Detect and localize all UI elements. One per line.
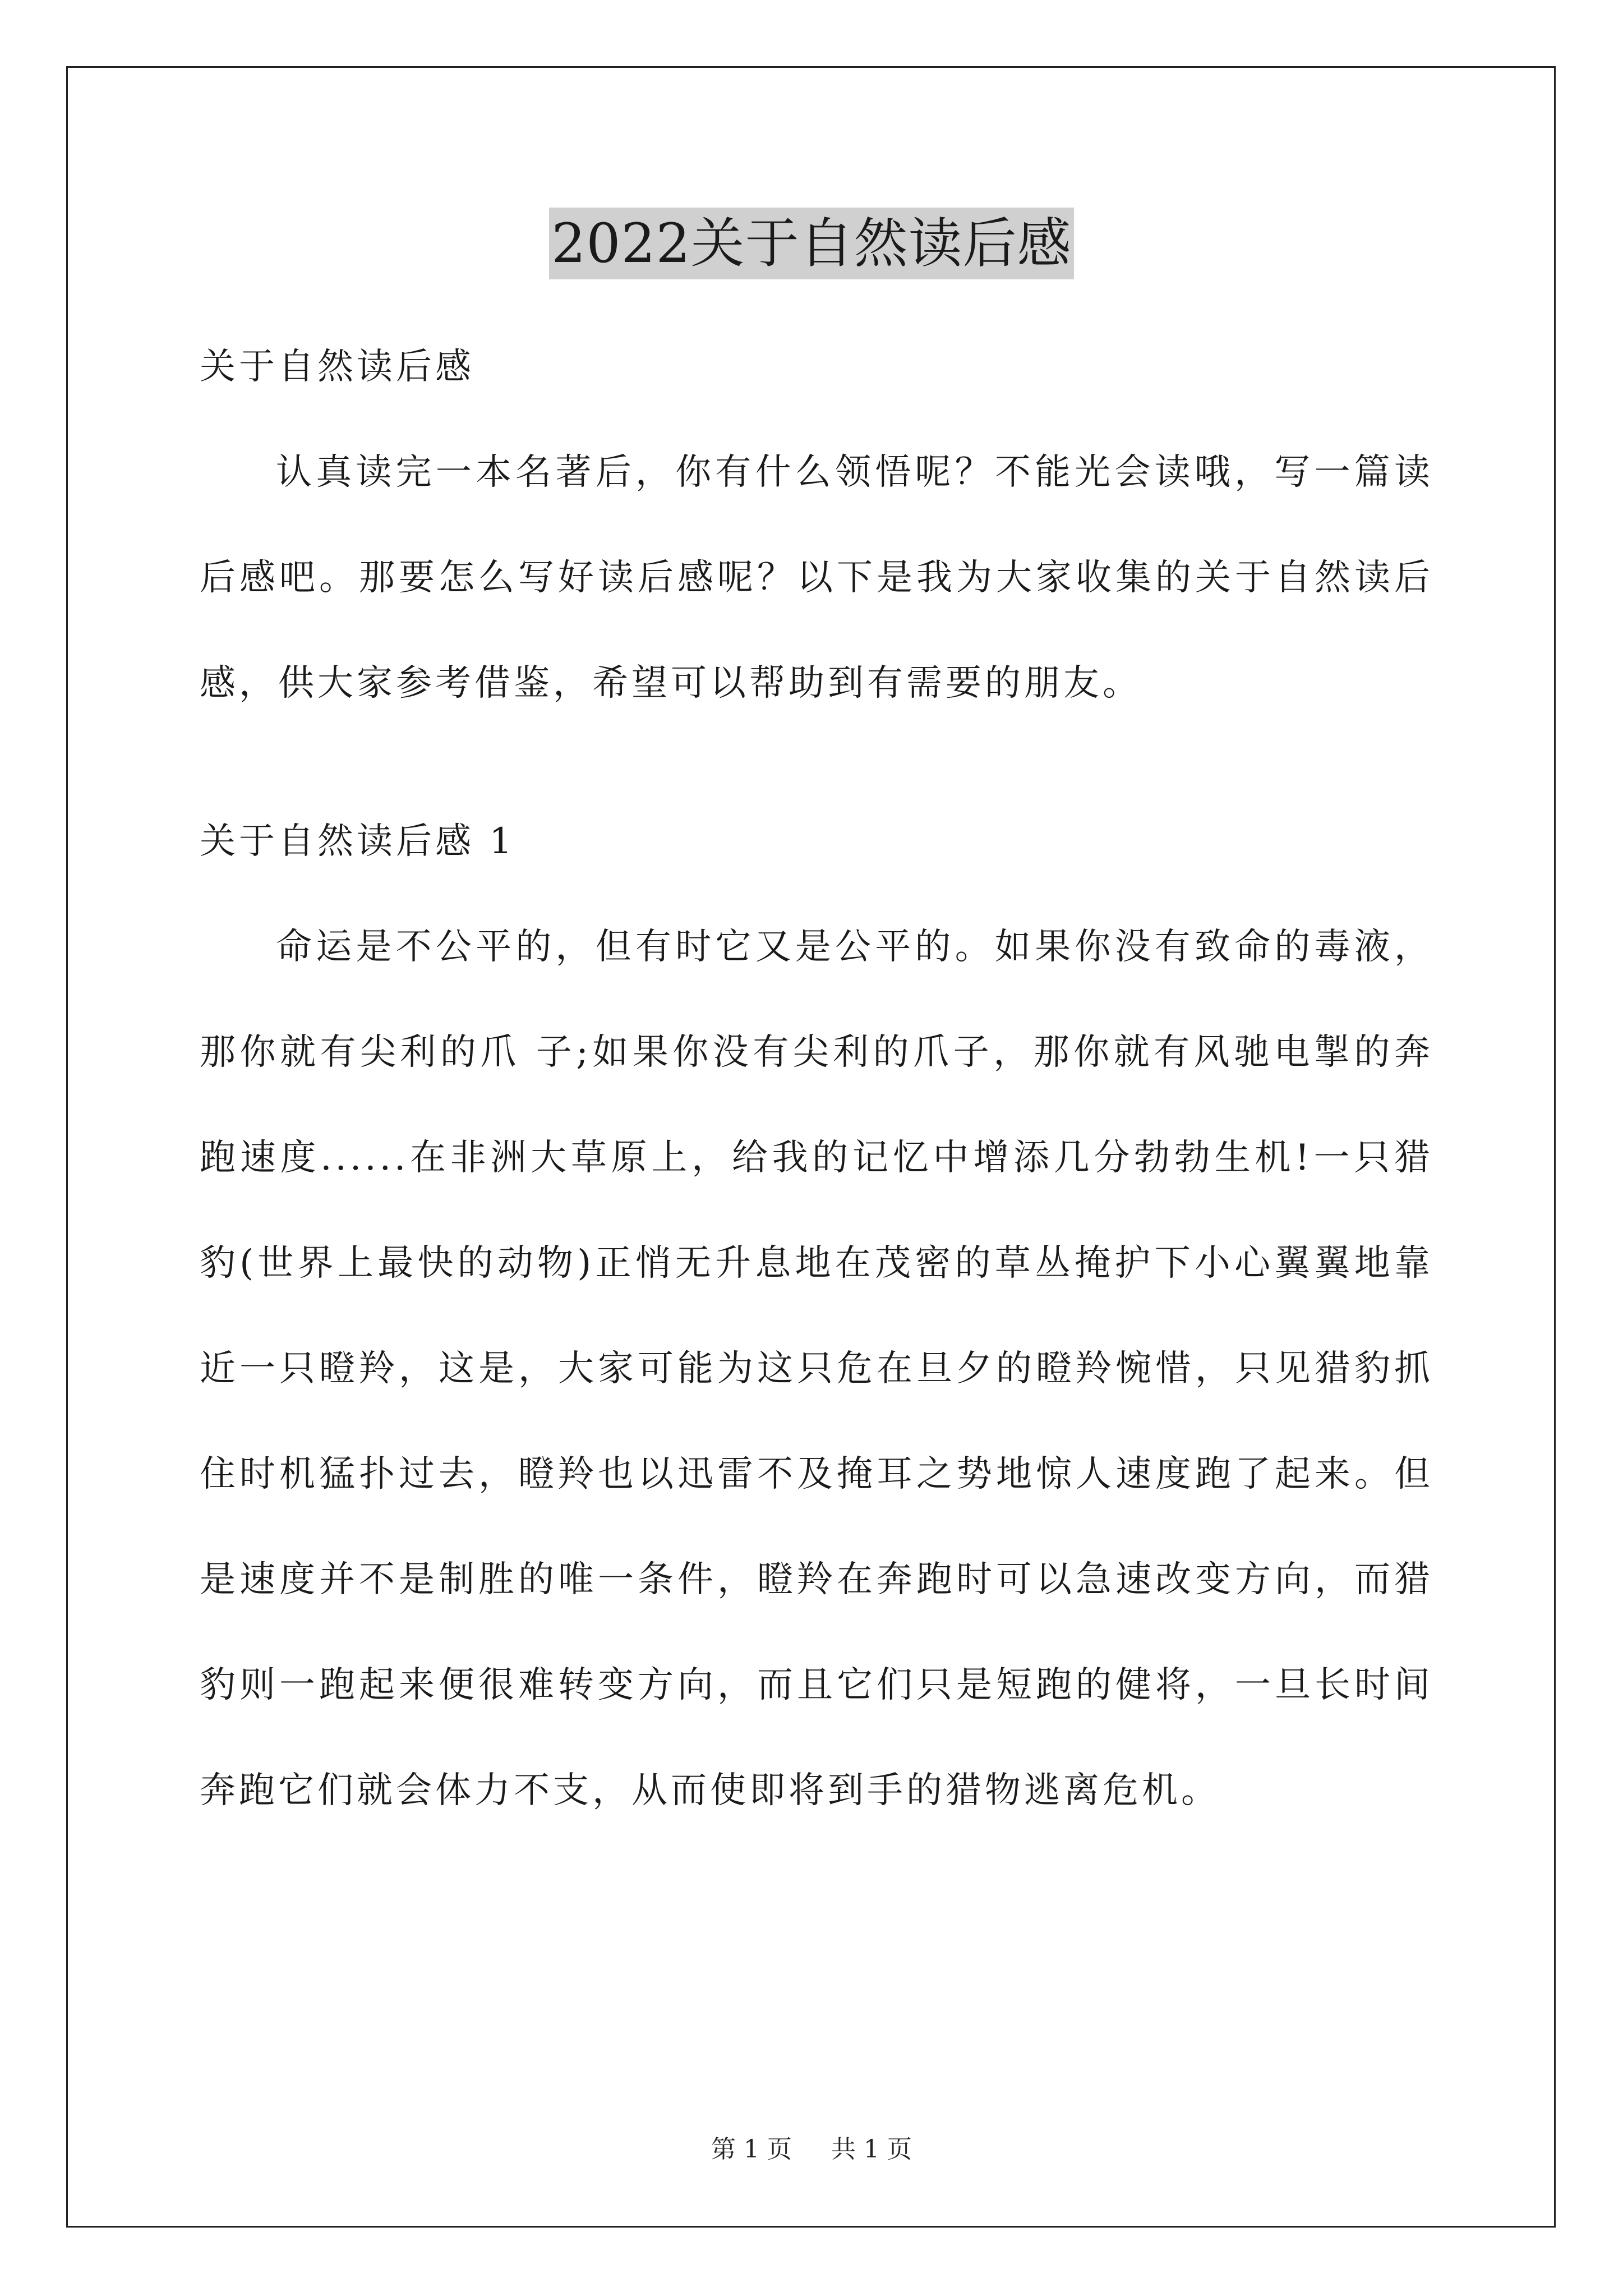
page-footer bbox=[0, 2129, 1623, 2165]
section-paragraph: 认真读完一本名著后，你有什么领悟呢？不能光会读哦，写一篇读后感吧。那要怎么写好读后感呢？以下是我为大家收集的关于自然读后感，供大家参考借鉴，希望可以帮助到有需要的朋友。 bbox=[200, 452, 1433, 704]
document-title: 2022关于自然读后感 bbox=[549, 208, 1073, 279]
section-heading: 关于自然读后感 1 bbox=[200, 821, 516, 862]
page-number: 第 1 页 bbox=[711, 2135, 792, 2164]
document-body bbox=[200, 314, 1433, 1843]
page-total: 共 1 页 bbox=[831, 2135, 912, 2164]
section-gap bbox=[200, 736, 1433, 789]
section-heading: 关于自然读后感 bbox=[200, 346, 474, 388]
title-container bbox=[0, 208, 1623, 279]
section-paragraph: 命运是不公平的，但有时它又是公平的。如果你没有致命的毒液，那你就有尖利的爪 子;如果你没有尖利的爪子，那你就有风驰电掣的奔跑速度......在非洲大草原上，给我的记忆中增添几分勃勃生机!一只猎豹(世界上最快的动物)正悄无升息地在茂密的草丛掩护下小心翼翼地靠近一只瞪羚，这是，大家可能为这只危在旦夕的瞪羚惋惜，只见猎豹抓住时机猛扑过去，瞪羚也以迅雷不及掩耳之势地惊人速度跑了起来。但是速度并不是制胜的唯一条件，瞪羚在奔跑时可以急速改变方向，而猎豹则一跑起来便很难转变方向，而且它们只是短跑的健将，一旦长时间奔跑它们就会体力不支，从而使即将到手的猎物逃离危机。 bbox=[200, 926, 1433, 1811]
